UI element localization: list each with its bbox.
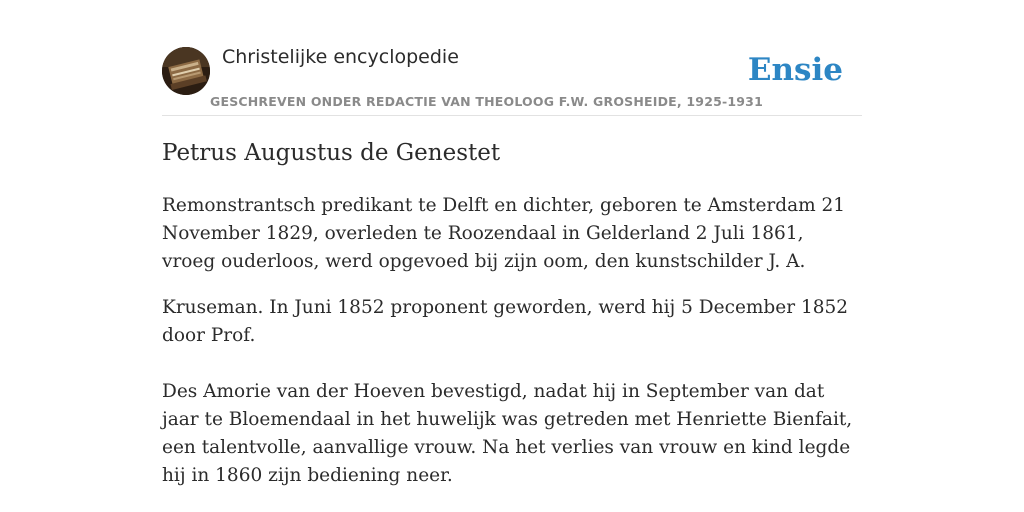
book-icon — [162, 47, 210, 95]
article-body — [162, 192, 862, 490]
article-title: Petrus Augustus de Genestet — [162, 140, 501, 166]
source-avatar[interactable] — [162, 47, 210, 95]
article-paragraph: Des Amorie van der Hoeven bevestigd, nadat hij in September van dat jaar te Bloemendaal in het huwelijk was getreden met Henriette Bienfait, een talentvolle, aanvallige vrouw. Na het verlies van vrouw en kind legde hij in 1860 zijn bediening neer. — [162, 381, 853, 486]
article-paragraph: Kruseman. In Juni 1852 proponent geworden, werd hij 5 December 1852 door Prof. — [162, 297, 849, 346]
source-title[interactable]: Christelijke encyclopedie — [222, 46, 459, 68]
header-divider — [162, 115, 862, 116]
source-subtitle: GESCHREVEN ONDER REDACTIE VAN THEOLOOG F.W. GROSHEIDE, 1925-1931 — [210, 94, 763, 109]
article-paragraph: Remonstrantsch predikant te Delft en dichter, geboren te Amsterdam 21 November 1829, overleden te Roozendaal in Gelderland 2 Juli 1861, vroeg ouderloos, werd opgevoed bij zijn oom, den kunstschilder J. A. — [162, 195, 846, 272]
brand-logo[interactable]: Ensie — [747, 52, 843, 88]
